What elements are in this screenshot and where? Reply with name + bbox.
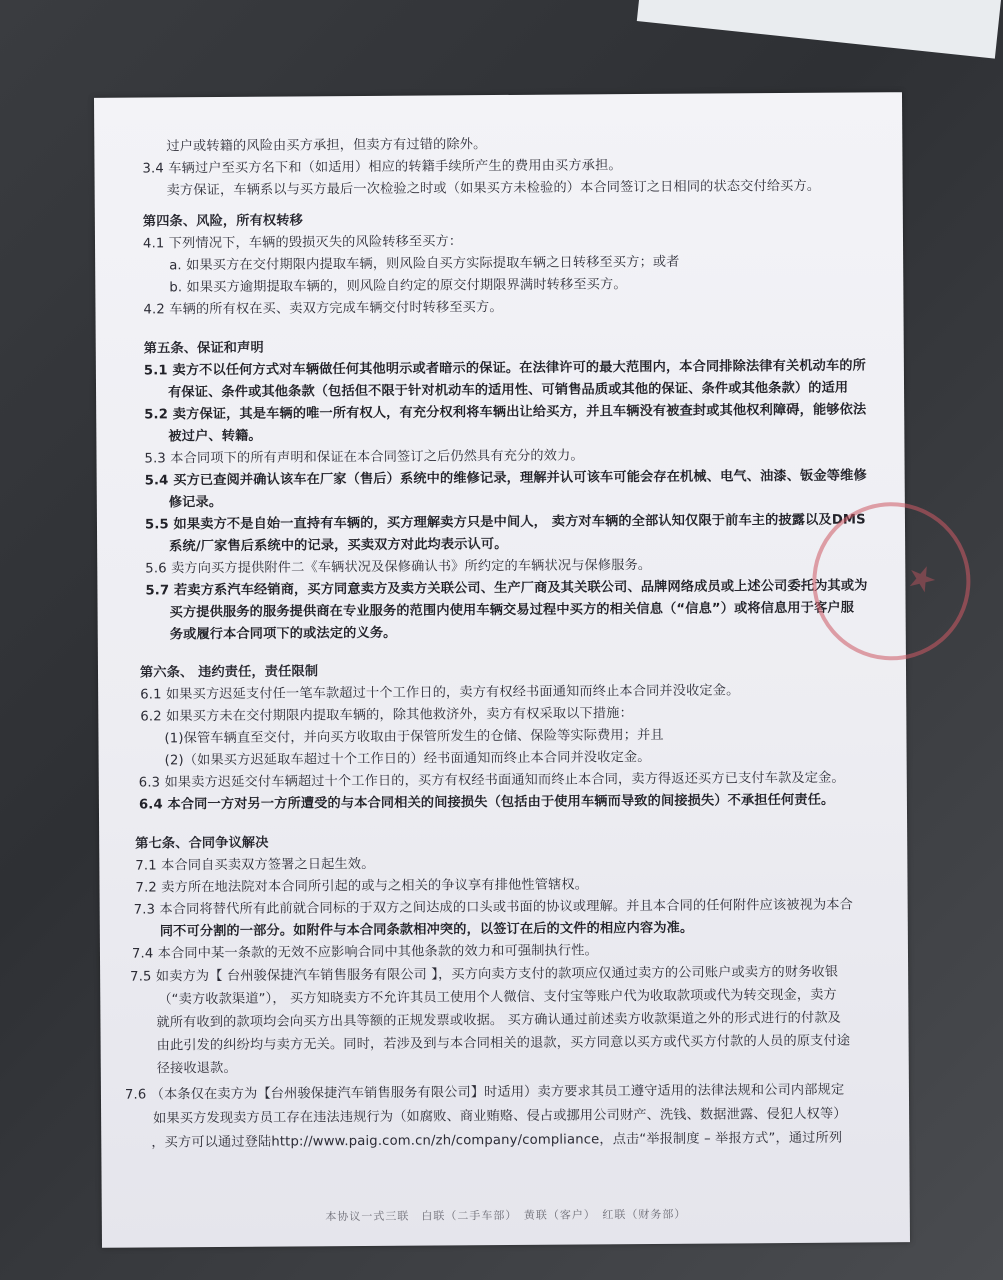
contract-body: [94, 92, 902, 1224]
text-line: 卖方保证，车辆系以与买方最后一次检验之时或（如果买方未检验的）本合同签订之日相同的状态交付给买方。: [166, 178, 821, 199]
clause-7-2: 7.2 卖方所在地法院对本合同所引起的或与之相关的争议享有排他性管辖权。: [135, 877, 589, 896]
star-icon: ★: [900, 562, 943, 596]
text-line: 如果买方发现卖方员工存在违法违规行为（如腐败、商业贿赂、侵占或挪用公司财产、洗钱、数据泄露、侵犯人权等）: [153, 1106, 847, 1127]
text-line: 同不可分割的一部分。如附件与本合同条款相冲突的，以签订在后的文件的相应内容为准。: [159, 920, 694, 940]
clause-5-6: 5.6 卖方向买方提供附件二《车辆状况及保修确认书》所约定的车辆状况与保修服务。: [145, 557, 652, 577]
clause-7-5: 7.5 如卖方为【 台州骏保捷汽车销售服务有限公司 】，买方向卖方支付的款项应仅通过卖方的公司账户或卖方的财务收银: [130, 964, 839, 985]
article-5-heading: 第五条、保证和声明: [143, 340, 264, 357]
clause-5-1: 5.1 卖方不以任何方式对车辆做任何其他明示或者暗示的保证。在法律许可的最大范围内，本合同排除法律有关机动车的所: [143, 358, 867, 379]
clause-4-2: 4.2 车辆的所有权在买、卖双方完成车辆交付时转移至买方。: [143, 299, 503, 318]
background-paper-corner: [637, 0, 1003, 59]
clause-5-3: 5.3 本合同项下的所有声明和保证在本合同签订之后仍然具有充分的效力。: [144, 448, 584, 467]
article-4-heading: 第四条、风险，所有权转移: [142, 213, 303, 230]
text-line: 修记录。: [168, 494, 223, 511]
text-line: ，买方可以通过登陆http://www.paig.com.cn/zh/company/compliance，点击“举报制度 – 举报方式”，通过所列: [151, 1130, 843, 1151]
text-line: 被过户、转籍。: [168, 428, 262, 445]
text-line: （“卖方收款渠道”）， 买方知晓卖方不允许其员工使用个人微信、支付宝等账户代为收取款项或代为转交现金，卖方: [158, 987, 837, 1008]
text-line: 径接收退款。: [156, 1060, 237, 1077]
clause-6-3: 6.3 如果卖方迟延交付车辆超过十个工作日的，买方有权经书面通知而终止本合同，卖方得返还买方已支付车款及定金。: [138, 770, 845, 791]
clause-5-7: 5.7 若卖方系汽车经销商，买方同意卖方及卖方关联公司、生产厂商及其关联公司、品牌网络成员或上述公司委托为其或为: [145, 578, 868, 599]
clause-4-1-a: a. 如果买方在交付期限内提取车辆，则风险自买方实际提取车辆之日转移至买方；或者: [169, 254, 680, 274]
clause-7-3: 7.3 本合同将替代所有此前就合同标的于双方之间达成的口头或书面的协议或理解。并且本合同的任何附件应该被视为本合: [133, 897, 854, 918]
clause-5-2: 5.2 卖方保证，其是车辆的唯一所有权人，有充分权利将车辆出让给买方，并且车辆没有被查封或其他权利障碍，能够依法: [144, 402, 867, 423]
clause-5-4: 5.4 买方已查阅并确认该车在厂家（售后）系统中的维修记录，理解并认可该车可能会存在机械、电气、油漆、钣金等维修: [144, 468, 867, 489]
text-line: 有保证、条件或其他条款（包括但不限于针对机动车的适用性、可销售品质或其他的保证、条件或其他条款）的适用: [168, 380, 849, 401]
clause-4-1: 4.1 下列情况下，车辆的毁损灭失的风险转移至买方：: [142, 234, 463, 252]
contract-page: [94, 92, 943, 1248]
page-footer: 本协议一式三联 白联（二手车部） 黄联（客户） 红联（财务部）: [325, 1207, 687, 1224]
text-line: 由此引发的纠纷均与卖方无关。同时，若涉及到与本合同相关的退款，买方同意以买方或代买方付款的人员的原支付途: [156, 1033, 851, 1054]
clause-7-4: 7.4 本合同中某一条款的无效不应影响合同中其他条款的效力和可强制执行性。: [131, 943, 598, 962]
clause-6-4: 6.4 本合同一方对另一方所遭受的与本合同相关的间接损失（包括由于使用车辆而导致的间接损失）不承担任何责任。: [138, 792, 835, 813]
text-line: 买方提供服务的服务提供商在专业服务的范围内使用车辆交易过程中买方的相关信息（“信息”）或将信息用于客户服: [169, 600, 855, 621]
article-7-heading: 第七条、合同争议解决: [135, 835, 269, 852]
text-line: 系统/厂家售后系统中的记录，买卖双方对此均表示认可。: [169, 536, 508, 555]
text-line: 过户或转籍的风险由买方承担，但卖方有过错的除外。: [166, 137, 487, 155]
text-line: 务或履行本合同项下的或法定的义务。: [169, 625, 397, 643]
clause-4-1-b: b. 如果买方逾期提取车辆的，则风险自约定的原交付期限界满时转移至买方。: [169, 277, 627, 296]
clause-6-1: 6.1 如果买方迟延支付任一笔车款超过十个工作日的，卖方有权经书面通知而终止本合同并没收定金。: [140, 683, 740, 703]
clause-6-2-2: (2)（如果买方迟延取车超过十个工作日的）经书面通知而终止本合同并没收定金。: [164, 749, 651, 769]
clause-7-1: 7.1 本合同自买卖双方签署之日起生效。: [135, 856, 375, 874]
clause-6-2: 6.2 如果买方未在交付期限内提取车辆的，除其他救济外，卖方有权采取以下措施：: [140, 706, 633, 725]
article-6-heading: 第六条、 违约责任，责任限制: [139, 664, 319, 681]
clause-6-2-1: (1)保管车辆直至交付，并向买方收取由于保管所发生的仓储、保险等实际费用；并且: [164, 727, 664, 747]
text-line: 就所有收到的款项均会向买方出具等额的正规发票或收据。 买方确认通过前述卖方收款渠道之外的形式进行的付款及: [156, 1010, 842, 1031]
clause-5-5: 5.5 如果卖方不是自始一直持有车辆的，买方理解卖方只是中间人， 卖方对车辆的全部认知仅限于前车主的披露以及DMS: [144, 512, 866, 533]
clause-3-4: 3.4 车辆过户至买方名下和（如适用）相应的转籍手续所产生的费用由买方承担。: [142, 158, 622, 177]
clause-7-6: 7.6 （本条仅在卖方为【台州骏保捷汽车销售服务有限公司】时适用）卖方要求其员工遵守适用的法律法规和公司内部规定: [124, 1082, 845, 1103]
